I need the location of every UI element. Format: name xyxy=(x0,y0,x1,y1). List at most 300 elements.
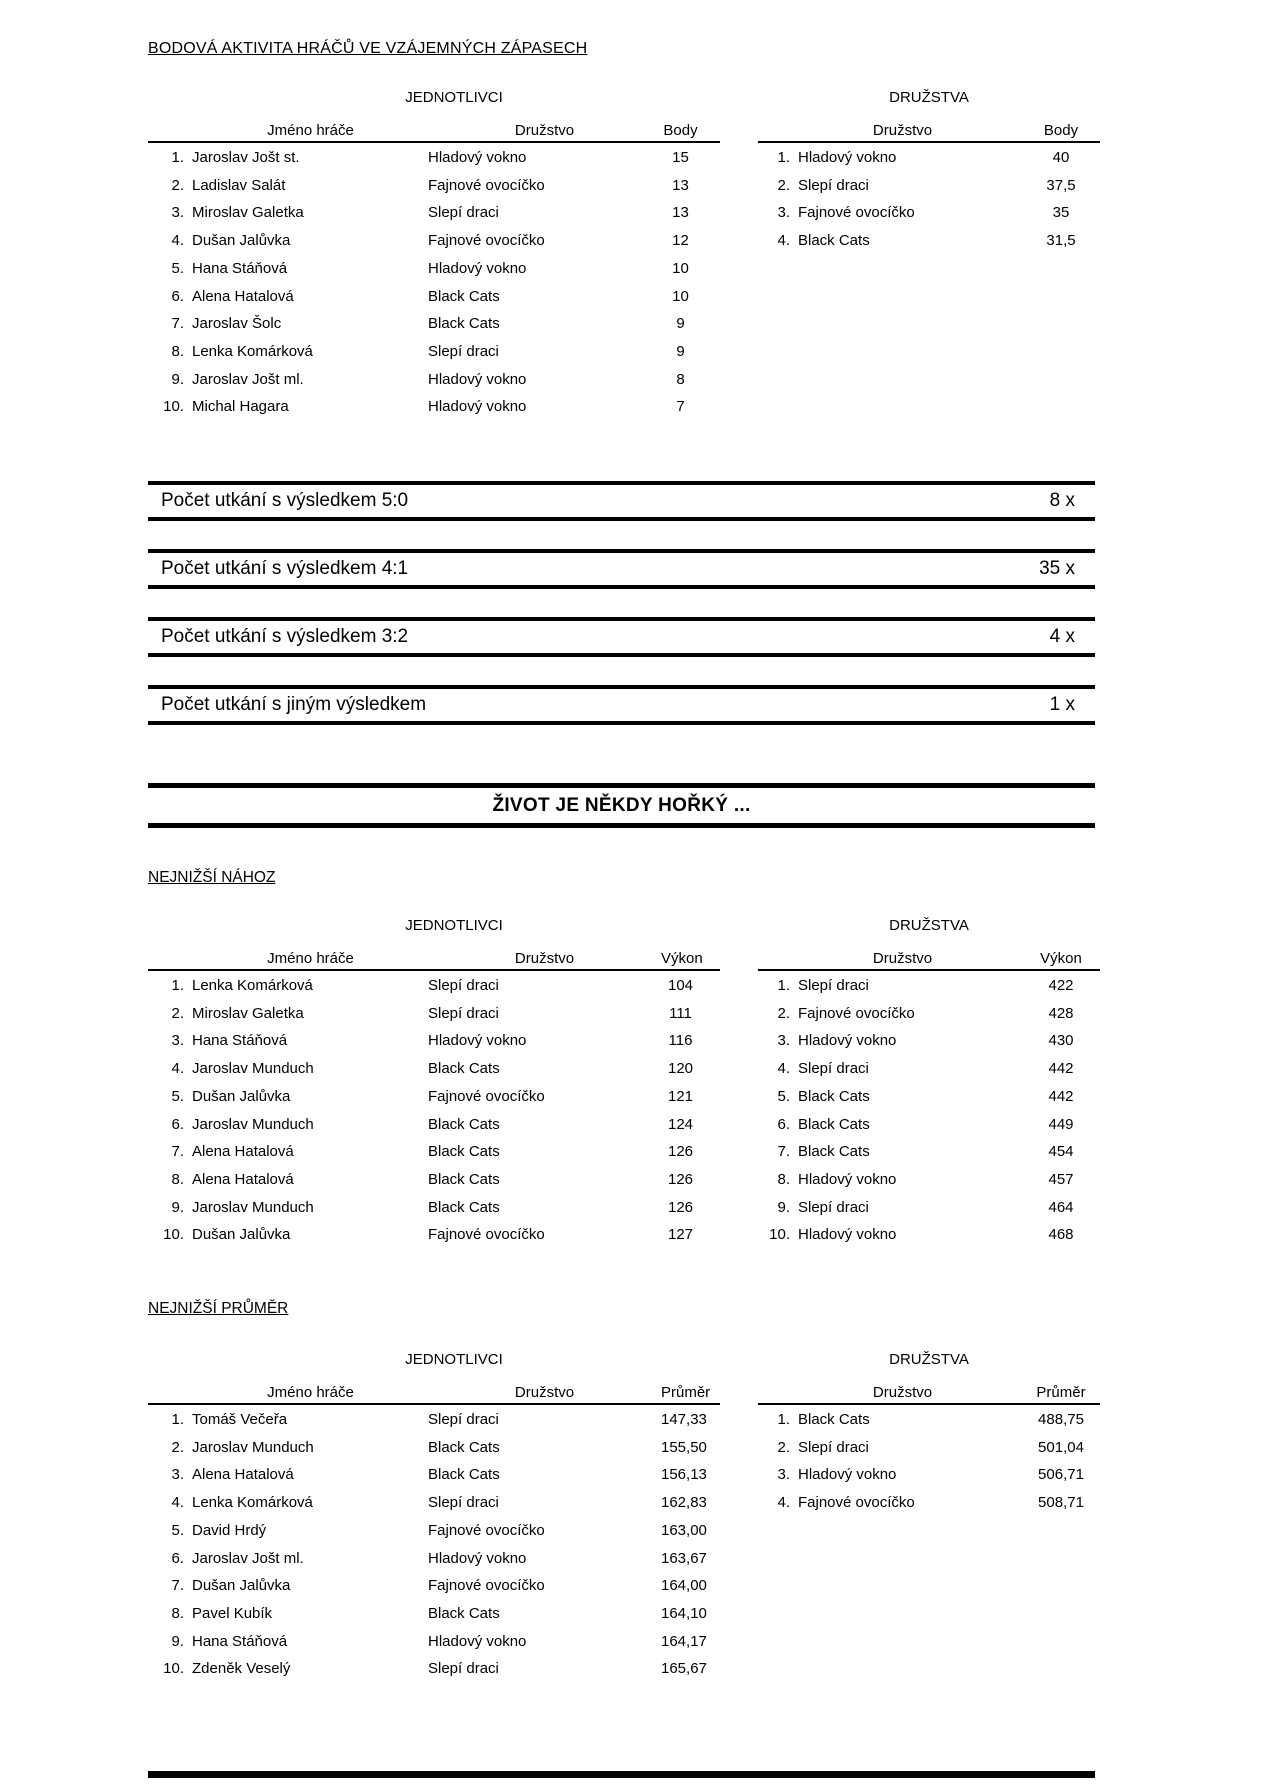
row-filler xyxy=(700,227,720,255)
row-filler xyxy=(700,1083,720,1111)
score-column-header: Výkon xyxy=(1040,950,1082,967)
row-filler xyxy=(700,1489,720,1517)
table-row xyxy=(758,1027,1100,1055)
table-row xyxy=(148,1489,720,1517)
table-header xyxy=(758,951,1100,967)
row-value: 121 xyxy=(667,1087,694,1105)
individuals-title: JEDNOTLIVCI xyxy=(405,89,503,106)
points-teams-table xyxy=(758,90,1100,255)
table-row xyxy=(148,144,720,172)
row-value: 10 xyxy=(672,259,689,277)
row-value: 442 xyxy=(1048,1060,1074,1078)
team-column-header: Družstvo xyxy=(514,1384,575,1401)
player-column-header: Jméno hráče xyxy=(267,1384,354,1401)
table-row xyxy=(148,1166,720,1194)
row-rank: 2. xyxy=(171,1438,184,1456)
team-name: Black Cats xyxy=(798,232,870,250)
row-rank: 8. xyxy=(777,1170,790,1188)
player-column-header: Jméno hráče xyxy=(267,122,354,139)
row-filler xyxy=(700,1655,720,1683)
row-rank: 5. xyxy=(777,1087,790,1105)
individuals-title: JEDNOTLIVCI xyxy=(405,917,503,934)
team-name: Black Cats xyxy=(428,1198,500,1216)
row-rank: 9. xyxy=(171,1632,184,1650)
lowest-game-heading: NEJNIŽŠÍ NÁHOZ xyxy=(148,869,276,886)
table-row xyxy=(148,1138,720,1166)
points-teams-rows xyxy=(758,144,1100,255)
row-value: 163,67 xyxy=(661,1549,707,1567)
row-filler xyxy=(700,972,720,1000)
row-rank: 9. xyxy=(171,370,184,388)
lowest-average-heading: NEJNIŽŠÍ PRŮMĚR xyxy=(148,1300,289,1317)
row-value: 12 xyxy=(672,232,689,250)
row-filler xyxy=(700,1221,720,1249)
table-row xyxy=(148,1406,720,1434)
row-rank: 3. xyxy=(171,204,184,222)
table-row xyxy=(148,972,720,1000)
player-name: Jaroslav Jošt st. xyxy=(192,149,300,166)
lowest-average-individuals-table xyxy=(148,1352,720,1683)
team-name: Hladový vokno xyxy=(428,149,527,166)
player-name: Miroslav Galetka xyxy=(192,1004,304,1022)
row-value: 164,10 xyxy=(661,1604,707,1622)
team-name: Fajnové ovocíčko xyxy=(428,232,545,250)
row-value: 120 xyxy=(667,1060,694,1078)
header-rule xyxy=(148,141,720,143)
row-filler xyxy=(700,1434,720,1462)
row-filler xyxy=(700,1138,720,1166)
row-filler xyxy=(700,1517,720,1545)
lowest-game-individuals-rows xyxy=(148,972,720,1249)
points-individuals-table xyxy=(148,90,720,421)
row-value: 37,5 xyxy=(1046,176,1076,194)
row-rank: 2. xyxy=(777,176,790,194)
table-row xyxy=(758,199,1100,227)
row-rank: 5. xyxy=(171,1521,184,1539)
table-row xyxy=(758,972,1100,1000)
table-row xyxy=(148,1083,720,1111)
player-name: Lenka Komárková xyxy=(192,977,313,994)
player-name: David Hrdý xyxy=(192,1521,267,1539)
row-rank: 1. xyxy=(171,149,184,166)
player-name: Dušan Jalůvka xyxy=(192,1087,291,1105)
player-name: Alena Hatalová xyxy=(192,287,294,305)
row-filler xyxy=(700,310,720,338)
count-label: Počet utkání s jiným výsledkem xyxy=(161,694,427,715)
lowest-average-teams-table xyxy=(758,1352,1100,1517)
table-row xyxy=(148,1517,720,1545)
team-name: Slepí draci xyxy=(428,342,499,360)
row-rank: 4. xyxy=(171,1494,184,1512)
points-column-header: Body xyxy=(1043,122,1079,139)
team-name: Black Cats xyxy=(428,1143,500,1161)
header-rule xyxy=(758,141,1100,143)
row-value: 442 xyxy=(1048,1087,1074,1105)
table-row xyxy=(758,1166,1100,1194)
row-filler xyxy=(700,1194,720,1222)
row-rank: 3. xyxy=(777,204,790,222)
team-column-header: Družstvo xyxy=(514,122,575,139)
player-name: Jaroslav Munduch xyxy=(192,1438,314,1456)
team-name: Fajnové ovocíčko xyxy=(428,1087,545,1105)
team-name: Slepí draci xyxy=(798,1060,869,1078)
player-name: Lenka Komárková xyxy=(192,342,313,360)
row-rank: 2. xyxy=(777,1438,790,1456)
row-rank: 9. xyxy=(777,1198,790,1216)
table-row xyxy=(148,199,720,227)
row-value: 126 xyxy=(667,1198,694,1216)
row-value: 163,00 xyxy=(661,1521,707,1539)
row-value: 155,50 xyxy=(661,1438,707,1456)
team-name: Fajnové ovocíčko xyxy=(798,204,915,222)
row-filler xyxy=(700,338,720,366)
team-name: Slepí draci xyxy=(428,1494,499,1512)
row-value: 111 xyxy=(669,1004,692,1022)
table-row xyxy=(148,1111,720,1139)
table-header xyxy=(148,123,720,139)
player-name: Alena Hatalová xyxy=(192,1170,294,1188)
player-name: Alena Hatalová xyxy=(192,1143,294,1161)
player-name: Alena Hatalová xyxy=(192,1466,294,1484)
row-filler xyxy=(700,1027,720,1055)
player-name: Jaroslav Munduch xyxy=(192,1198,314,1216)
team-name: Hladový vokno xyxy=(798,1226,897,1244)
row-value: 164,00 xyxy=(661,1577,707,1595)
player-name: Jaroslav Jošt ml. xyxy=(192,1549,304,1567)
count-label: Počet utkání s výsledkem 4:1 xyxy=(161,558,409,579)
points-individuals-rows xyxy=(148,144,720,421)
table-row xyxy=(758,1138,1100,1166)
individuals-title: JEDNOTLIVCI xyxy=(405,1351,503,1368)
row-filler xyxy=(700,1628,720,1656)
row-filler xyxy=(700,1545,720,1573)
team-name: Fajnové ovocíčko xyxy=(428,1521,545,1539)
row-rank: 6. xyxy=(171,1115,184,1133)
row-rank: 10. xyxy=(163,398,184,416)
row-value: 422 xyxy=(1048,977,1074,994)
team-name: Slepí draci xyxy=(428,1660,499,1678)
team-name: Hladový vokno xyxy=(798,1170,897,1188)
row-value: 31,5 xyxy=(1046,232,1076,250)
row-filler xyxy=(700,199,720,227)
row-rank: 10. xyxy=(163,1660,184,1678)
player-name: Dušan Jalůvka xyxy=(192,232,291,250)
table-row xyxy=(148,1572,720,1600)
row-rank: 3. xyxy=(777,1466,790,1484)
row-value: 165,67 xyxy=(661,1660,707,1678)
row-filler xyxy=(700,1055,720,1083)
player-name: Tomáš Večeřa xyxy=(192,1411,288,1428)
count-label: Počet utkání s výsledkem 3:2 xyxy=(161,626,409,647)
result-count-box-3-2 xyxy=(148,617,1095,657)
row-rank: 2. xyxy=(171,176,184,194)
row-value: 488,75 xyxy=(1038,1411,1084,1428)
player-name: Lenka Komárková xyxy=(192,1494,313,1512)
row-filler xyxy=(700,144,720,172)
score-column-header: Výkon xyxy=(661,950,703,967)
row-rank: 4. xyxy=(171,1060,184,1078)
row-rank: 4. xyxy=(171,232,184,250)
team-name: Black Cats xyxy=(428,1060,500,1078)
row-value: 430 xyxy=(1048,1032,1074,1050)
row-filler xyxy=(700,1000,720,1028)
table-row xyxy=(148,283,720,311)
row-value: 126 xyxy=(667,1170,694,1188)
average-column-header: Průměr xyxy=(1036,1384,1086,1401)
table-row xyxy=(148,1194,720,1222)
row-value: 147,33 xyxy=(661,1411,707,1428)
team-name: Hladový vokno xyxy=(798,149,897,166)
team-name: Hladový vokno xyxy=(798,1466,897,1484)
player-name: Michal Hagara xyxy=(192,398,289,416)
row-value: 10 xyxy=(672,287,689,305)
row-rank: 8. xyxy=(171,342,184,360)
table-row xyxy=(758,1489,1100,1517)
row-rank: 5. xyxy=(171,1087,184,1105)
row-rank: 9. xyxy=(171,1198,184,1216)
table-header xyxy=(148,951,720,967)
row-rank: 6. xyxy=(777,1115,790,1133)
team-name: Black Cats xyxy=(428,287,500,305)
row-value: 104 xyxy=(667,977,694,994)
table-row xyxy=(758,1434,1100,1462)
row-value: 40 xyxy=(1052,149,1070,166)
table-row xyxy=(758,1194,1100,1222)
table-row xyxy=(148,1600,720,1628)
player-name: Jaroslav Šolc xyxy=(192,315,282,333)
row-rank: 10. xyxy=(769,1226,790,1244)
player-name: Miroslav Galetka xyxy=(192,204,304,222)
banner-text: ŽIVOT JE NĚKDY HOŘKÝ ... xyxy=(492,794,751,816)
team-name: Hladový vokno xyxy=(428,370,527,388)
team-name: Black Cats xyxy=(428,1604,500,1622)
row-rank: 7. xyxy=(171,1577,184,1595)
row-value: 15 xyxy=(672,149,689,166)
row-filler xyxy=(700,1166,720,1194)
team-name: Slepí draci xyxy=(798,977,869,994)
row-rank: 3. xyxy=(777,1032,790,1050)
teams-title: DRUŽSTVA xyxy=(889,917,969,934)
row-value: 13 xyxy=(672,176,689,194)
team-name: Fajnové ovocíčko xyxy=(798,1004,915,1022)
table-row xyxy=(148,310,720,338)
bottom-page-rule xyxy=(148,1771,1095,1778)
row-filler xyxy=(700,366,720,394)
header-rule xyxy=(148,969,720,971)
team-column-header: Družstvo xyxy=(872,950,933,967)
table-header xyxy=(148,1385,720,1401)
result-count-box-other xyxy=(148,685,1095,725)
player-name: Pavel Kubík xyxy=(192,1604,273,1622)
table-row xyxy=(758,1000,1100,1028)
team-name: Hladový vokno xyxy=(428,398,527,416)
table-row xyxy=(148,1055,720,1083)
result-count-box-5-0 xyxy=(148,481,1095,521)
team-name: Black Cats xyxy=(428,315,500,333)
row-rank: 1. xyxy=(171,1411,184,1428)
row-value: 454 xyxy=(1048,1143,1074,1161)
count-label: Počet utkání s výsledkem 5:0 xyxy=(161,490,409,511)
team-name: Black Cats xyxy=(798,1115,870,1133)
team-name: Black Cats xyxy=(428,1438,500,1456)
row-value: 464 xyxy=(1048,1198,1074,1216)
row-rank: 3. xyxy=(171,1466,184,1484)
header-filler xyxy=(700,123,720,139)
lowest-average-teams-rows xyxy=(758,1406,1100,1517)
count-value: 1 x xyxy=(1049,694,1075,715)
team-name: Hladový vokno xyxy=(428,1549,527,1567)
table-row xyxy=(148,1027,720,1055)
row-rank: 8. xyxy=(171,1170,184,1188)
table-row xyxy=(148,393,720,421)
table-row xyxy=(758,1055,1100,1083)
count-value: 8 x xyxy=(1049,490,1075,511)
count-value: 4 x xyxy=(1049,626,1075,647)
row-rank: 4. xyxy=(777,232,790,250)
row-rank: 1. xyxy=(777,977,790,994)
row-filler xyxy=(700,283,720,311)
header-rule xyxy=(148,1403,720,1405)
player-name: Ladislav Salát xyxy=(192,176,286,194)
teams-title: DRUŽSTVA xyxy=(889,89,969,106)
team-name: Fajnové ovocíčko xyxy=(428,1226,545,1244)
row-rank: 4. xyxy=(777,1060,790,1078)
table-row xyxy=(148,1000,720,1028)
team-name: Black Cats xyxy=(798,1411,870,1428)
player-name: Hana Stáňová xyxy=(192,259,288,277)
team-name: Black Cats xyxy=(798,1087,870,1105)
team-column-header: Družstvo xyxy=(872,122,933,139)
team-name: Black Cats xyxy=(428,1115,500,1133)
team-column-header: Družstvo xyxy=(872,1384,933,1401)
table-row xyxy=(148,172,720,200)
row-value: 468 xyxy=(1048,1226,1074,1244)
row-value: 7 xyxy=(676,398,685,416)
team-name: Slepí draci xyxy=(428,1411,499,1428)
row-value: 506,71 xyxy=(1038,1466,1084,1484)
row-value: 126 xyxy=(667,1143,694,1161)
table-row xyxy=(148,366,720,394)
table-row xyxy=(148,1628,720,1656)
row-rank: 2. xyxy=(777,1004,790,1022)
table-row xyxy=(148,1461,720,1489)
table-row xyxy=(758,172,1100,200)
team-column-header: Družstvo xyxy=(514,950,575,967)
row-value: 449 xyxy=(1048,1115,1074,1133)
row-rank: 10. xyxy=(163,1226,184,1244)
header-rule xyxy=(758,1403,1100,1405)
row-rank: 7. xyxy=(171,1143,184,1161)
table-row xyxy=(148,1545,720,1573)
table-row xyxy=(758,1406,1100,1434)
table-row xyxy=(148,1434,720,1462)
teams-title: DRUŽSTVA xyxy=(889,1351,969,1368)
player-name: Hana Stáňová xyxy=(192,1032,288,1050)
row-value: 501,04 xyxy=(1038,1438,1084,1456)
row-rank: 1. xyxy=(171,977,184,994)
table-header xyxy=(758,123,1100,139)
row-value: 9 xyxy=(676,315,685,333)
team-name: Hladový vokno xyxy=(428,1032,527,1050)
row-value: 508,71 xyxy=(1038,1494,1084,1512)
team-name: Hladový vokno xyxy=(428,259,527,277)
row-value: 457 xyxy=(1048,1170,1074,1188)
player-name: Jaroslav Munduch xyxy=(192,1060,314,1078)
table-header xyxy=(758,1385,1100,1401)
row-value: 127 xyxy=(667,1226,694,1244)
row-value: 162,83 xyxy=(661,1494,707,1512)
player-name: Jaroslav Munduch xyxy=(192,1115,314,1133)
row-rank: 6. xyxy=(171,1549,184,1567)
player-column-header: Jméno hráče xyxy=(267,950,354,967)
team-name: Fajnové ovocíčko xyxy=(428,176,545,194)
row-value: 164,17 xyxy=(661,1632,707,1650)
team-name: Slepí draci xyxy=(798,1438,869,1456)
table-row xyxy=(148,1221,720,1249)
table-row xyxy=(148,255,720,283)
row-value: 13 xyxy=(672,204,689,222)
team-name: Slepí draci xyxy=(798,1198,869,1216)
average-column-header: Průměr xyxy=(661,1384,711,1401)
table-row xyxy=(758,1111,1100,1139)
row-filler xyxy=(700,1111,720,1139)
player-name: Hana Stáňová xyxy=(192,1632,288,1650)
player-name: Zdeněk Veselý xyxy=(192,1660,291,1678)
team-name: Fajnové ovocíčko xyxy=(798,1494,915,1512)
banner-bar xyxy=(148,783,1095,828)
header-filler xyxy=(700,1385,720,1401)
row-value: 8 xyxy=(676,370,685,388)
team-name: Black Cats xyxy=(428,1170,500,1188)
team-name: Fajnové ovocíčko xyxy=(428,1577,545,1595)
row-rank: 1. xyxy=(777,1411,790,1428)
row-rank: 4. xyxy=(777,1494,790,1512)
row-rank: 7. xyxy=(171,315,184,333)
table-row xyxy=(148,227,720,255)
table-row xyxy=(148,338,720,366)
team-name: Slepí draci xyxy=(428,204,499,222)
team-name: Slepí draci xyxy=(428,1004,499,1022)
lowest-game-individuals-table xyxy=(148,918,720,1249)
player-name: Jaroslav Jošt ml. xyxy=(192,370,304,388)
lowest-average-individuals-rows xyxy=(148,1406,720,1683)
row-filler xyxy=(700,1600,720,1628)
row-rank: 2. xyxy=(171,1004,184,1022)
team-name: Black Cats xyxy=(428,1466,500,1484)
table-row xyxy=(758,1083,1100,1111)
lowest-game-teams-table xyxy=(758,918,1100,1249)
row-rank: 6. xyxy=(171,287,184,305)
row-value: 156,13 xyxy=(661,1466,707,1484)
row-filler xyxy=(700,172,720,200)
table-row xyxy=(758,227,1100,255)
table-row xyxy=(758,144,1100,172)
row-value: 35 xyxy=(1052,204,1070,222)
player-name: Dušan Jalůvka xyxy=(192,1577,291,1595)
team-name: Slepí draci xyxy=(798,176,869,194)
row-value: 124 xyxy=(667,1115,694,1133)
page-title: BODOVÁ AKTIVITA HRÁČŮ VE VZÁJEMNÝCH ZÁPASECH xyxy=(148,40,588,57)
row-filler xyxy=(700,255,720,283)
row-value: 116 xyxy=(668,1032,693,1050)
row-filler xyxy=(700,393,720,421)
team-name: Hladový vokno xyxy=(798,1032,897,1050)
row-rank: 8. xyxy=(171,1604,184,1622)
header-filler xyxy=(700,951,720,967)
table-row xyxy=(148,1655,720,1683)
row-filler xyxy=(700,1572,720,1600)
table-row xyxy=(758,1461,1100,1489)
